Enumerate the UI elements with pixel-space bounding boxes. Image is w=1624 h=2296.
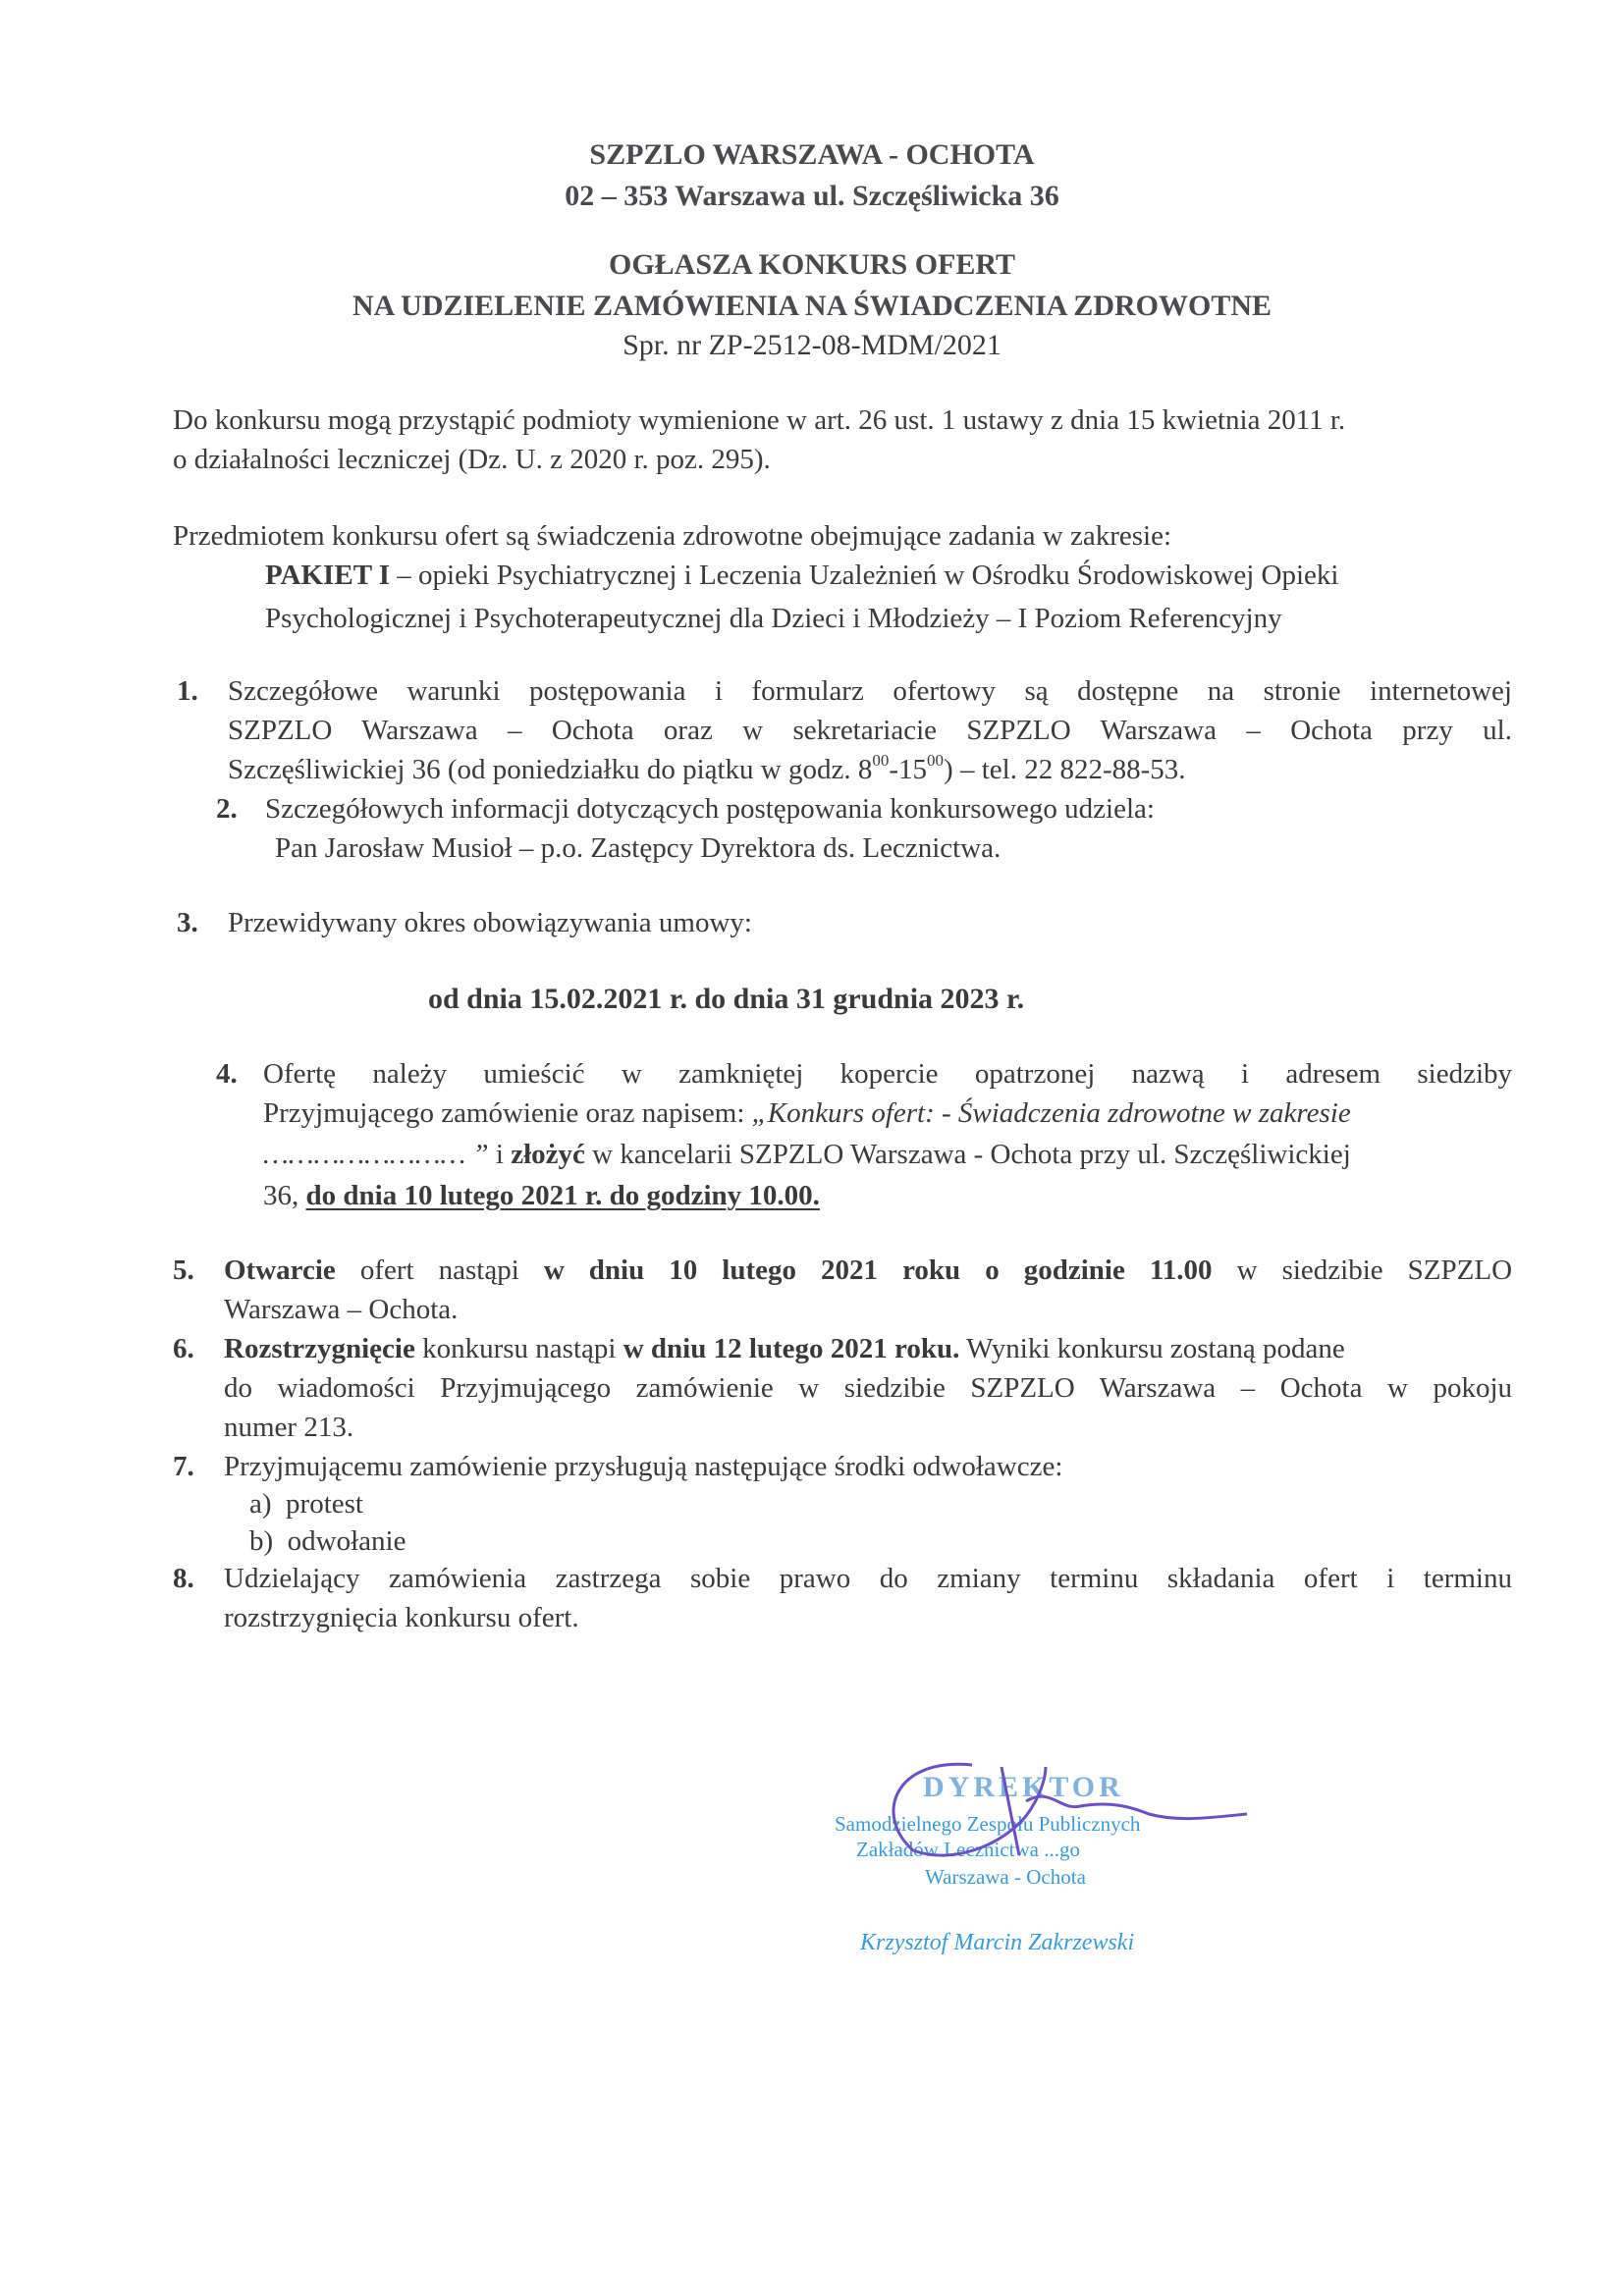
opening-place: w siedzibie SZPZLO: [1212, 1255, 1513, 1286]
sub-b-label: b): [249, 1525, 274, 1557]
item-4-line-4: [263, 1178, 820, 1213]
resolution-text: konkursu nastąpi: [414, 1333, 623, 1364]
opening-date: w dniu 10 lutego 2021 roku o godzinie 11.00: [543, 1255, 1213, 1286]
stamp-line-3: Warszawa - Ochota: [925, 1865, 1086, 1889]
resolution-label: Rozstrzygnięcie: [224, 1333, 415, 1364]
placeholder-dots: …………………… ”: [263, 1139, 489, 1170]
contract-period: od dnia 15.02.2021 r. do dnia 31 grudnia 2023 r.: [428, 983, 1025, 1015]
item-1-line-3: [228, 752, 1186, 787]
street-number: 36,: [263, 1180, 306, 1211]
hours-text: Szczęśliwickiej 36 (od poniedziałku do piątku w godz. 8: [228, 754, 873, 785]
item-7-sub-b: [249, 1523, 406, 1559]
item-4-line-2: [263, 1095, 1351, 1131]
item-8-line-1: Udzielający zamówienia zastrzega sobie prawo do zmiany terminu składania ofert i terminu: [224, 1563, 1512, 1594]
announcement-subject: NA UDZIELENIE ZAMÓWIENIA NA ŚWIADCZENIA ZDROWOTNE: [352, 290, 1272, 322]
scope-intro: Przedmiotem konkursu ofert są świadczenia zdrowotne obejmujące zadania w zakresie:: [173, 520, 1172, 552]
hours-sup-end: 00: [927, 751, 945, 771]
hours-text-mid: -15: [889, 754, 928, 785]
intro-line-2: o działalności leczniczej (Dz. U. z 2020 r. poz. 295).: [173, 444, 771, 475]
item-1-line-2: SZPZLO Warszawa – Ochota oraz w sekretariacie SZPZLO Warszawa – Ochota przy ul.: [228, 715, 1512, 746]
item-8-number: 8.: [173, 1563, 194, 1594]
connector-text: i: [488, 1139, 512, 1170]
results-text: Wyniki konkursu zostaną podane: [959, 1333, 1345, 1364]
handwritten-signature: [854, 1757, 1267, 1865]
hours-sup-start: 00: [872, 751, 890, 771]
item-7-sub-a: [249, 1486, 363, 1522]
announcement-title: OGŁASZA KONKURS OFERT: [608, 248, 1016, 281]
org-address: 02 – 353 Warszawa ul. Szczęśliwicka 36: [565, 180, 1059, 212]
opening-label: Otwarcie: [224, 1255, 336, 1286]
label-text: Przyjmującego zamówienie oraz napisem:: [263, 1097, 752, 1129]
item-4-number: 4.: [216, 1058, 238, 1090]
submit-verb: złożyć: [511, 1139, 585, 1170]
org-name: SZPZLO WARSZAWA - OCHOTA: [589, 138, 1035, 171]
stamp-title: DYREKTOR: [923, 1771, 1124, 1803]
stamp-signatory-name: Krzysztof Marcin Zakrzewski: [860, 1930, 1135, 1955]
item-7-number: 7.: [173, 1451, 194, 1482]
resolution-date: w dniu 12 lutego 2021 roku.: [623, 1333, 960, 1364]
item-5-line-2: Warszawa – Ochota.: [224, 1294, 459, 1325]
package-line-1: [265, 558, 1338, 593]
package-label: PAKIET I: [265, 560, 391, 591]
package-description: – opieki Psychiatrycznej i Leczenia Uzależnień w Ośrodku Środowiskowej Opieki: [390, 560, 1339, 591]
submission-deadline: do dnia 10 lutego 2021 r. do godziny 10.00.: [305, 1180, 820, 1211]
item-5-number: 5.: [173, 1255, 194, 1286]
item-6-line-1: [224, 1331, 1345, 1366]
item-1-number: 1.: [177, 675, 198, 707]
item-6-line-2: do wiadomości Przyjmującego zamówienie w siedzibie SZPZLO Warszawa – Ochota w pokoju: [224, 1372, 1512, 1404]
intro-line-1: Do konkursu mogą przystąpić podmioty wymienione w art. 26 ust. 1 ustawy z dnia 15 kwietnia 2011 r.: [173, 404, 1346, 436]
item-1-line-1: Szczegółowe warunki postępowania i formularz ofertowy są dostępne na stronie internetowej: [228, 675, 1512, 707]
item-7-line-1: Przyjmującemu zamówienie przysługują następujące środki odwoławcze:: [224, 1451, 1063, 1482]
sub-a-label: a): [249, 1488, 272, 1520]
stamp-line-1: Samodzielnego Zespołu Publicznych: [835, 1812, 1141, 1836]
item-3-number: 3.: [177, 907, 198, 938]
item-8-line-2: rozstrzygnięcia konkursu ofert.: [224, 1602, 579, 1633]
item-3-line-1: Przewidywany okres obowiązywania umowy:: [228, 907, 752, 938]
phone-text: ) – tel. 22 822-88-53.: [944, 754, 1186, 785]
item-4-line-3: [263, 1137, 1351, 1172]
item-2-line-1: Szczegółowych informacji dotyczących postępowania konkursowego udziela:: [265, 793, 1155, 825]
sub-b-text: odwołanie: [287, 1525, 406, 1557]
package-line-2: Psychologicznej i Psychoterapeutycznej dla Dzieci i Młodzieży – I Poziom Referencyjny: [265, 603, 1282, 634]
envelope-caption: „Konkurs ofert: - Świadczenia zdrowotne w zakresie: [751, 1097, 1351, 1129]
submit-location: w kancelarii SZPZLO Warszawa - Ochota przy ul. Szczęśliwickiej: [584, 1139, 1351, 1170]
case-number: Spr. nr ZP-2512-08-MDM/2021: [623, 329, 1001, 361]
item-4-line-1: Ofertę należy umieścić w zamkniętej kopercie opatrzonej nazwą i adresem siedziby: [263, 1058, 1512, 1090]
item-2-number: 2.: [216, 793, 238, 825]
stamp-line-2: Zakładów Lecznictwa ...go: [856, 1838, 1080, 1861]
sub-a-text: protest: [286, 1488, 363, 1520]
opening-text: ofert nastąpi: [335, 1255, 544, 1286]
item-5-line-1: [224, 1253, 1512, 1288]
item-2-line-2: Pan Jarosław Musioł – p.o. Zastępcy Dyrektora ds. Lecznictwa.: [275, 832, 1001, 864]
item-6-line-3: numer 213.: [224, 1412, 354, 1443]
item-6-number: 6.: [173, 1333, 194, 1364]
